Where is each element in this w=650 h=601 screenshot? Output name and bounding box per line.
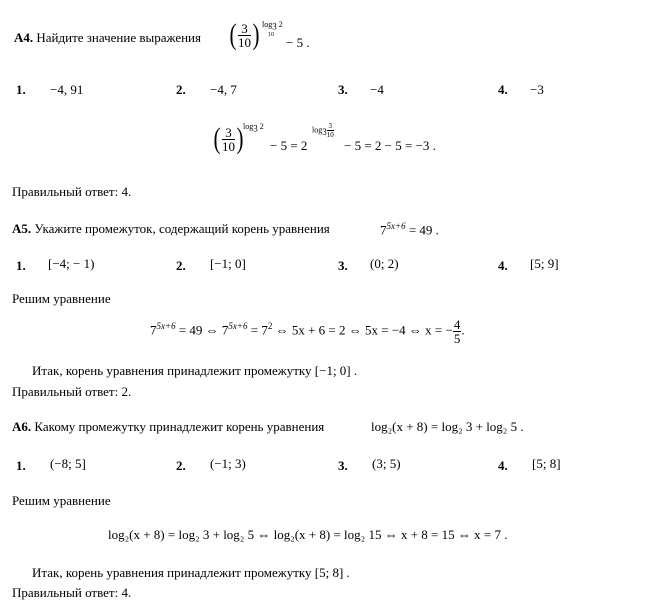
a4-question-text: Найдите значение выражения	[36, 30, 201, 45]
a5-equation: $7^{5x+6} = 49$ .	[380, 221, 439, 238]
a5-option-1-value[interactable]: [−4; − 1)	[48, 256, 95, 271]
a6-option-3-value[interactable]: (3; 5)	[372, 456, 401, 471]
a4-option-2-number: 2.	[176, 82, 186, 97]
a6-answer: Правильный ответ: 4.	[12, 585, 132, 600]
a4-paren-left: (	[229, 18, 237, 51]
a4-solution-exponent: $\log_3 2$	[243, 122, 264, 134]
a5-number: А5.	[12, 221, 32, 236]
a4-solution-tail: − 5 = 2 − 5 = −3 .	[344, 138, 436, 153]
a6-option-2-value[interactable]: (−1; 3)	[210, 456, 246, 471]
a5-answer: Правильный ответ: 2.	[12, 384, 132, 399]
a4-fraction: $\frac{3}{10}$	[238, 20, 251, 50]
a5-option-3-value[interactable]: (0; 2)	[370, 256, 399, 271]
a5-option-3-number: 3.	[338, 258, 348, 273]
a4-number: А4.	[14, 30, 34, 45]
a5-option-1-number: 1.	[16, 258, 26, 273]
a5-option-2-number: 2.	[176, 258, 186, 273]
a4-paren-right: )	[252, 18, 260, 51]
a6-solve-label: Решим уравнение	[12, 493, 111, 508]
a6-option-1-number: 1.	[16, 458, 26, 473]
a4-exponent-base-den: 10	[268, 32, 274, 38]
a6-conclusion: Итак, корень уравнения принадлежит промежутку [5; 8] .	[32, 565, 350, 580]
a6-option-4-number: 4.	[498, 458, 508, 473]
a6-option-1-value[interactable]: (−8; 5]	[50, 456, 86, 471]
a4-expression	[228, 20, 261, 50]
a6-solution: log₂(x + 8) = log₂ 3 + log₂ 5 ⇔ log₂(x + 8) = log₂ 15 ⇔ x + 8 = 15 ⇔ x = 7 .	[108, 527, 508, 542]
a4-exponent: $\log_3 2$	[262, 20, 283, 32]
a6-number: А6.	[12, 419, 32, 434]
a5-solution-fraction: $\frac{4}{5}$	[453, 317, 461, 346]
a4-solution-fraction: ( $\frac{3}{10}$ )	[213, 122, 244, 155]
a4-solution-mid: − 5 = 2	[270, 138, 308, 153]
a4-option-4-number: 4.	[498, 82, 508, 97]
a4-option-1-value[interactable]: −4, 91	[50, 82, 84, 97]
a5-conclusion: Итак, корень уравнения принадлежит промежутку [−1; 0] .	[32, 363, 358, 378]
a4-option-1-number: 1.	[16, 82, 26, 97]
a4-solution-exponent-2: $\log_3$ $\frac{3}{10}$	[312, 122, 334, 139]
a5-option-4-number: 4.	[498, 258, 508, 273]
a6-question	[12, 419, 324, 435]
a5-option-4-value[interactable]: [5; 9]	[530, 256, 559, 271]
a5-question	[12, 221, 330, 237]
a4-answer: Правильный ответ: 4.	[12, 184, 132, 199]
a4-option-3-number: 3.	[338, 82, 348, 97]
a5-solution: $7^{5x+6} = 49$ ⇔ $7^{5x+6} = 7^2$ ⇔ 5x + 6 = 2 ⇔ 5x = −4 ⇔ x = − $\frac{4}{5}$ .	[150, 317, 465, 346]
a6-equation: log₂(x + 8) = log₂ 3 + log₂ 5 .	[371, 419, 524, 434]
a5-solve-label: Решим уравнение	[12, 291, 111, 306]
a6-question-text: Какому промежутку принадлежит корень уравнения	[34, 419, 325, 434]
a4-option-2-value[interactable]: −4, 7	[210, 82, 237, 97]
a5-option-2-value[interactable]: [−1; 0]	[210, 256, 246, 271]
a4-question	[14, 30, 201, 46]
a6-option-4-value[interactable]: [5; 8]	[532, 456, 561, 471]
a6-option-3-number: 3.	[338, 458, 348, 473]
a4-option-4-value[interactable]: −3	[530, 82, 544, 97]
a6-option-2-number: 2.	[176, 458, 186, 473]
a4-option-3-value[interactable]: −4	[370, 82, 384, 97]
a5-question-text: Укажите промежуток, содержащий корень уравнения	[34, 221, 330, 236]
a4-tail: − 5 .	[286, 35, 310, 50]
